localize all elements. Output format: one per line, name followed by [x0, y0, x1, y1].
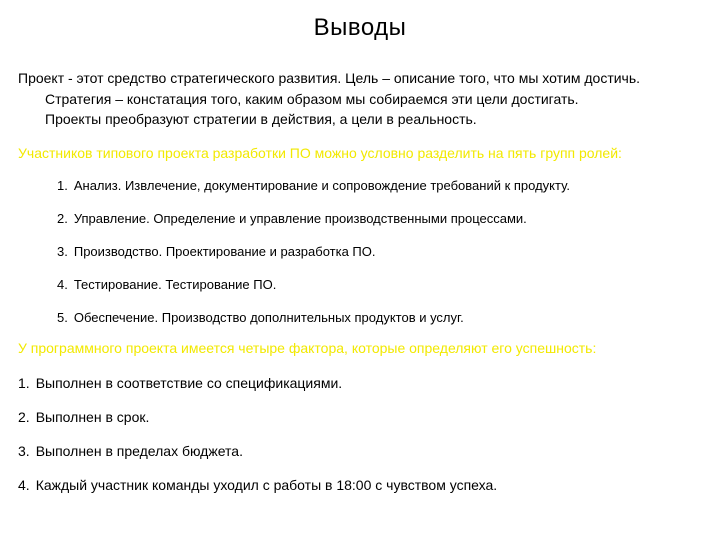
intro-line-2: Стратегия – констатация того, каким образом мы собираемся эти цели достигать. [45, 90, 579, 107]
item-text: Производство. Проектирование и разработка ПО. [73, 244, 376, 259]
item-text: Управление. Определение и управление производственными процессами. [73, 211, 527, 226]
item-number: 2. [18, 409, 30, 425]
intro-paragraph [18, 68, 712, 130]
list-item [57, 309, 570, 342]
item-number: 1. [57, 178, 68, 193]
list-item [18, 408, 497, 442]
item-text: Выполнен в пределах бюджета. [35, 443, 243, 459]
item-text: Выполнен в соответствие со спецификациями. [35, 375, 343, 391]
item-number: 5. [57, 310, 68, 325]
list-item [18, 476, 497, 510]
item-text: Тестирование. Тестирование ПО. [73, 277, 277, 292]
factors-heading: У программного проекта имеется четыре фактора, которые определяют его успешность: [18, 340, 597, 356]
list-item [18, 374, 497, 408]
item-text: Выполнен в срок. [35, 409, 150, 425]
list-item [57, 276, 570, 309]
intro-line-1: Проект - этот средство стратегического развития. Цель – описание того, что мы хотим достичь. [18, 70, 641, 86]
slide-title: Выводы [313, 14, 407, 41]
factors-list [18, 374, 497, 510]
item-number: 2. [57, 211, 68, 226]
item-number: 4. [18, 477, 30, 493]
list-item [57, 177, 570, 210]
list-item [57, 243, 570, 276]
item-number: 4. [57, 277, 68, 292]
list-item [57, 210, 570, 243]
item-text: Обеспечение. Производство дополнительных продуктов и услуг. [73, 310, 464, 325]
item-text: Каждый участник команды уходил с работы в 18:00 с чувством успеха. [35, 477, 498, 493]
list-item [18, 442, 497, 476]
item-text: Анализ. Извлечение, документирование и сопровождение требований к продукту. [73, 178, 570, 193]
item-number: 1. [18, 375, 30, 391]
roles-heading: Участников типового проекта разработки ПО можно условно разделить на пять групп ролей: [18, 145, 622, 161]
roles-list [57, 177, 570, 342]
item-number: 3. [57, 244, 68, 259]
intro-line-3: Проекты преобразуют стратегии в действия, а цели в реальность. [45, 111, 477, 127]
item-number: 3. [18, 443, 30, 459]
